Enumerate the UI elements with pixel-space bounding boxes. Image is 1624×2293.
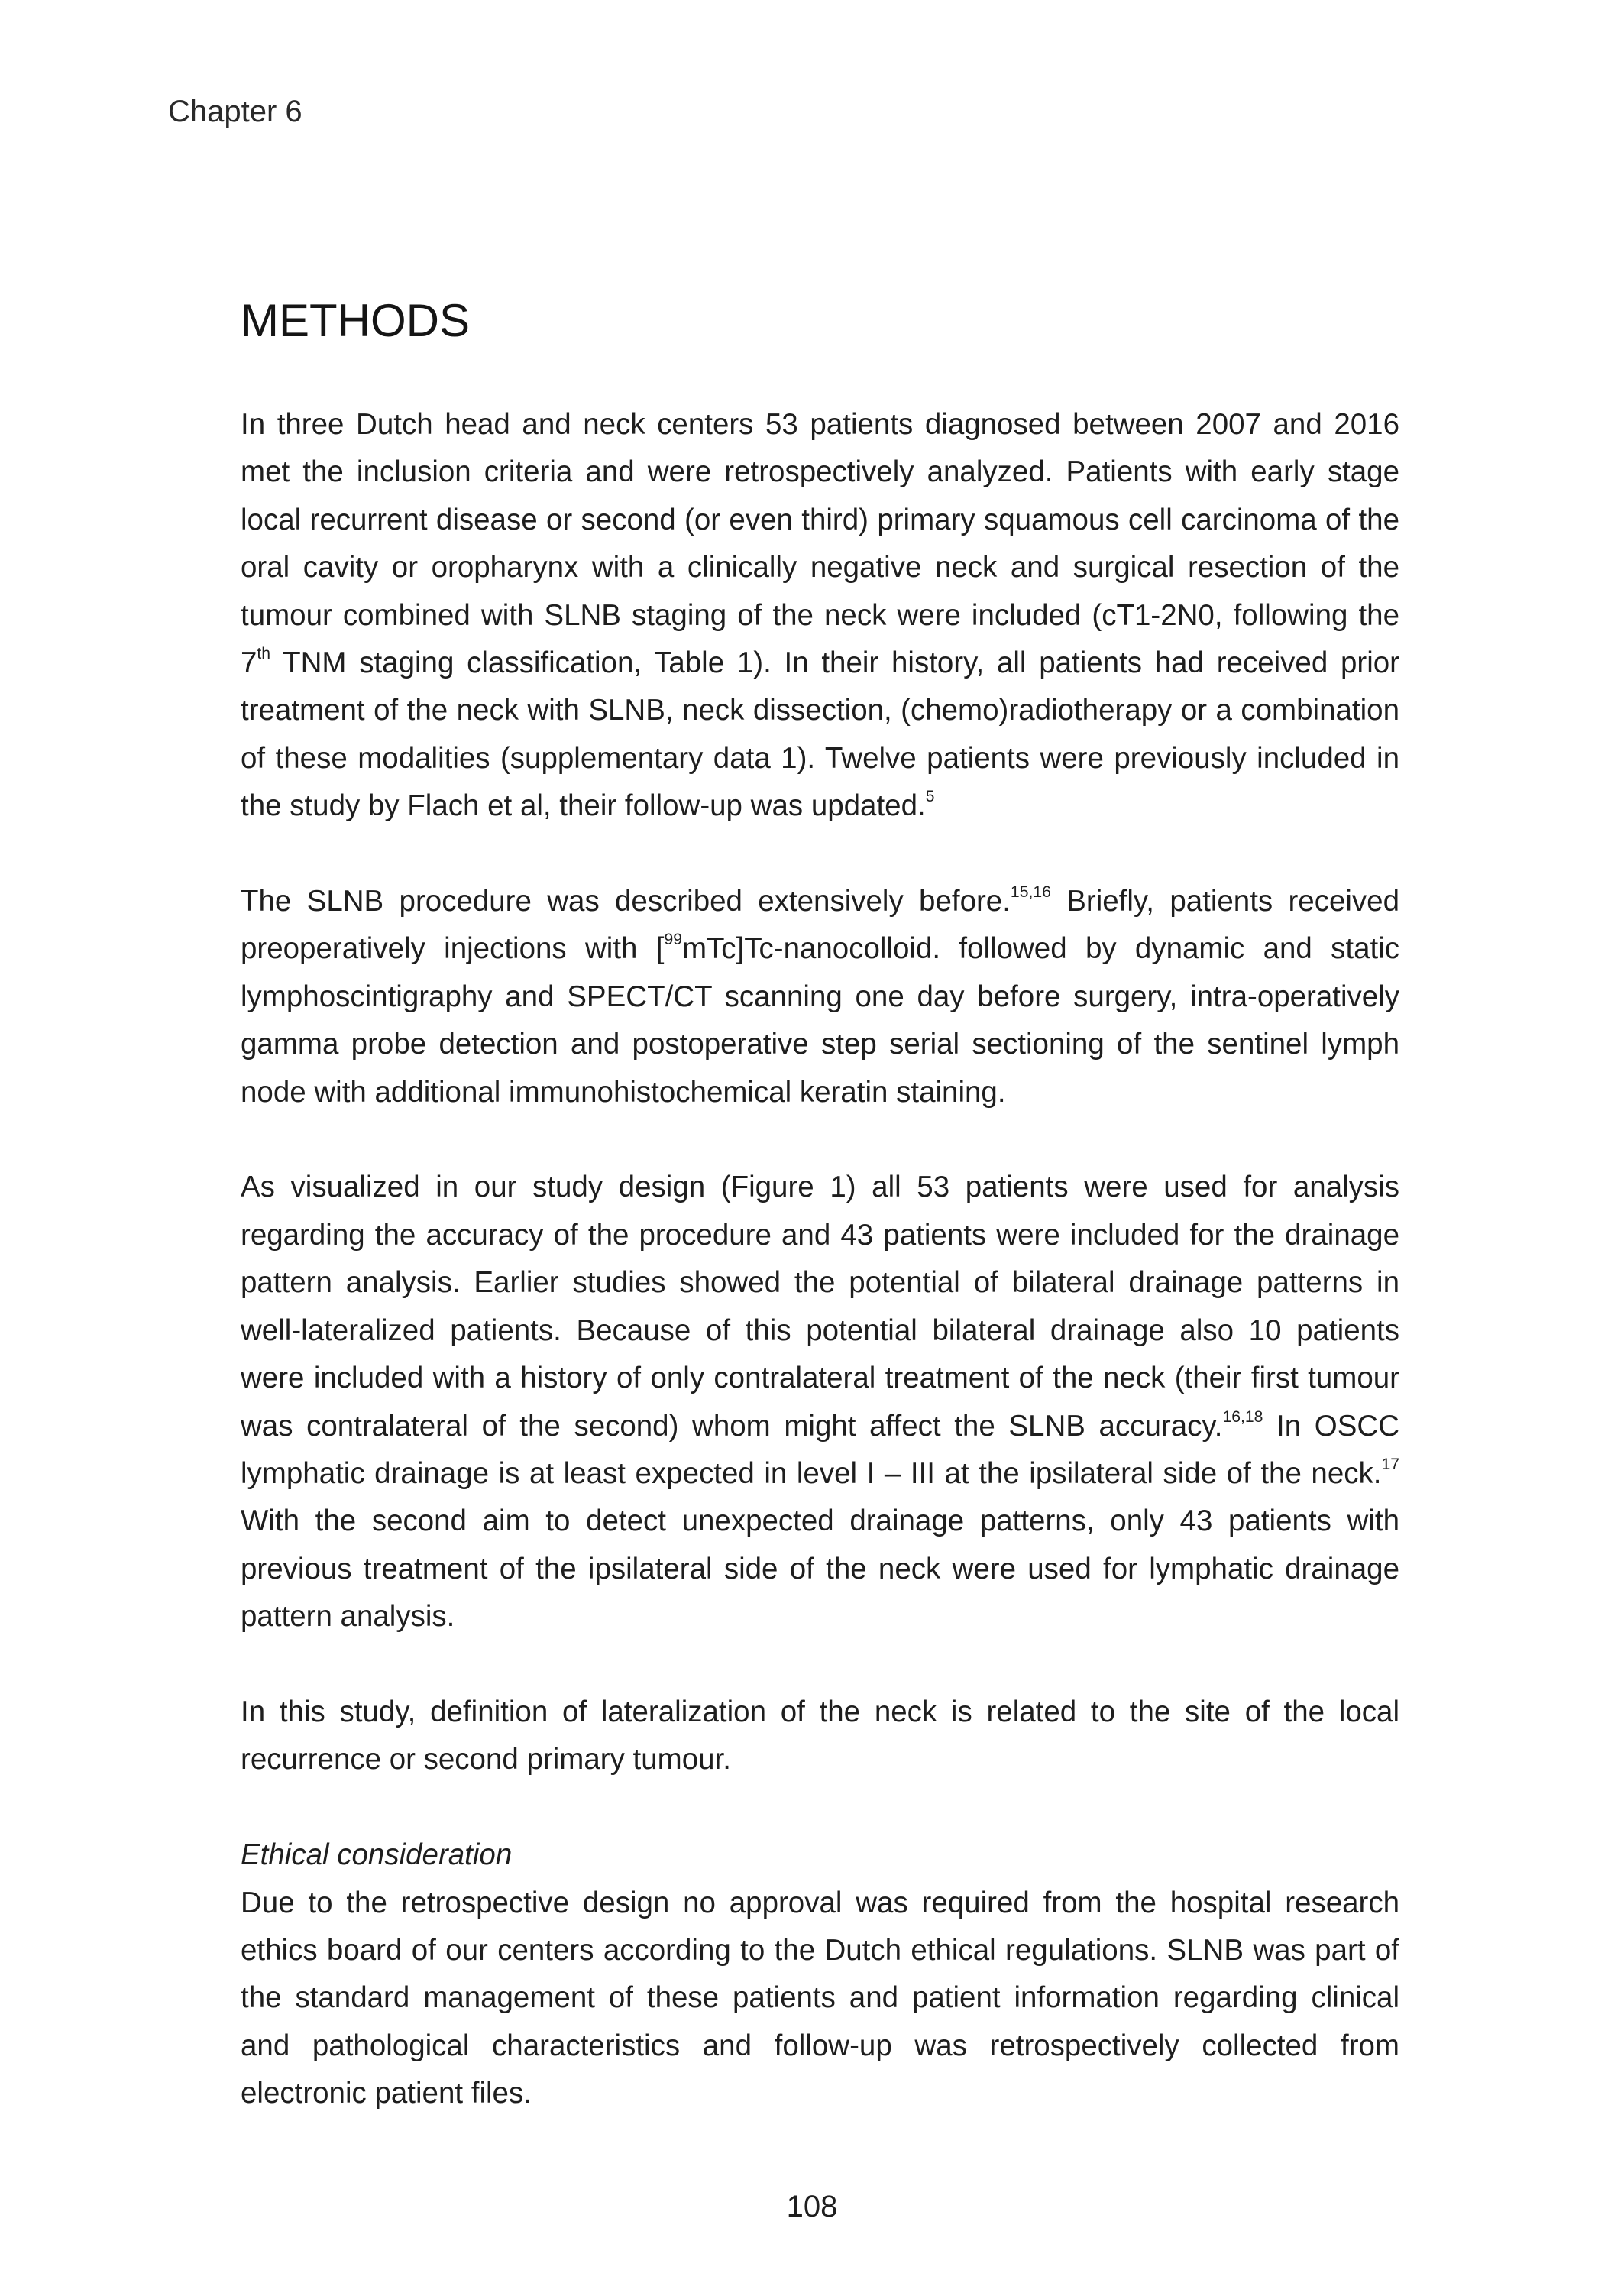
paragraph-inclusion [241,401,1399,831]
paragraph-text: In three Dutch head and neck centers 53 patients diagnosed between 2007 and 2016 met the inclusion criteria and were retrospectively analyzed. Patients with early stage local recurrent disease or second (or even third) primary squamous cell carcinoma of the oral cavity or oropharynx with a clinically negative neck and surgical resection of the tumour combined with SLNB staging of the neck were included (cT1-2N0, following the 7 [241,408,1399,680]
paragraph-text: In OSCC lymphatic drainage is at least expected in level I – III at the ipsilateral side of the neck. [241,1409,1399,1490]
paragraph-text: Due to the retrospective design no approval was required from the hospital research ethics board of our centers according to the Dutch ethical regulations. SLNB was part of the standard management of these patients and patient information regarding clinical and pathological characteristics and follow-up was retrospectively collected from electronic patient files. [241,1886,1399,2110]
paragraph-text: With the second aim to detect unexpected drainage patterns, only 43 patients with previous treatment of the ipsilateral side of the neck were used for lymphatic drainage pattern analysis. [241,1504,1399,1634]
citation-superscript: 16,18 [1222,1407,1263,1426]
running-header: Chapter 6 [168,95,302,128]
section-title: METHODS [241,295,470,346]
citation-superscript: 5 [925,788,935,806]
superscript: th [257,645,271,663]
ethics-subheading: Ethical consideration [241,1838,513,1872]
paragraph-text: mTc]Tc-nanocolloid. followed by dynamic and static lymphoscintigraphy and SPECT/CT scanning one day before surgery, intra-operatively gamma probe detection and postoperative step serial sectioning of the sentinel lymph node with additional immunohistochemical keratin staining. [241,932,1399,1109]
paragraph-text: TNM staging classification, Table 1). In their history, all patients had received prior treatment of the neck with SLNB, neck dissection, (chemo)radiotherapy or a combination of these modalities (supplementary data 1). Twelve patients were previously included in the study by Flach et al, their follow-up was updated. [241,646,1399,823]
isotope-superscript: 99 [664,931,682,949]
paragraph-slnb-procedure [241,878,1399,1116]
page-number: 108 [786,2190,838,2223]
paragraph-ethics [241,1831,1399,2117]
paragraph-lateralization [241,1689,1399,1784]
paragraph-study-design [241,1164,1399,1640]
citation-superscript: 15,16 [1010,883,1051,902]
citation-superscript: 17 [1381,1455,1399,1473]
body-text [241,401,1399,2118]
paragraph-text: Briefly, patients received preoperatively injections with [ [241,885,1400,966]
paragraph-text: As visualized in our study design (Figure 1) all 53 patients were used for analysis regarding the accuracy of the procedure and 43 patients were included for the drainage pattern analysis. Earlier studies showed the potential of bilateral drainage patterns in well-lateralized patients. Because of this potential bilateral drainage also 10 patients were included with a history of only contralateral treatment of the neck (their first tumour was contralateral of the second) whom might affect the SLNB accuracy. [241,1171,1399,1443]
paragraph-text: In this study, definition of lateralization of the neck is related to the site of the local recurrence or second primary tumour. [241,1695,1399,1776]
paragraph-text: The SLNB procedure was described extensively before. [241,885,1011,918]
